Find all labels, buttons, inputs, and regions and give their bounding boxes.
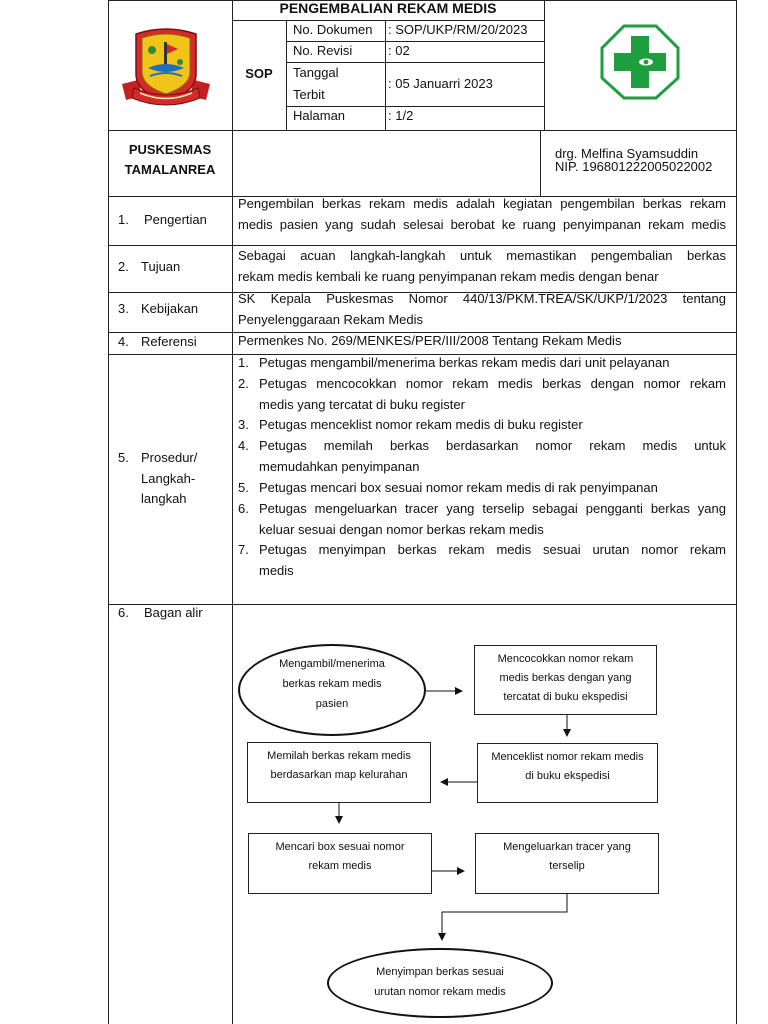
procedure-step: 1. Petugas mengambil/menerima berkas rekam medis dari unit pelayanan (238, 355, 670, 370)
flow-node-mencari-box: Mencari box sesuai nomor rekam medis (248, 833, 432, 894)
procedure-step: 7. Petugas menyimpan berkas rekam medis sesuai urutan nomor rekam medis (238, 542, 726, 578)
flow-node-mencocokkan: Mencocokkan nomor rekam medis berkas dengan yang tercatat di buku ekspedisi (474, 645, 657, 715)
section-label-prosedur-line1: Prosedur/ (141, 450, 198, 465)
section-label-referensi: Referensi (141, 334, 197, 349)
meta-label-tanggal: Tanggal (293, 65, 339, 80)
meta-label-no-dokumen: No. Dokumen (293, 22, 373, 37)
section-label-prosedur-line2: Langkah- (141, 471, 196, 486)
meta-value-no-revisi: : 02 (388, 43, 410, 58)
org-name-line1: PUSKESMAS (128, 142, 212, 157)
flow-node-tracer: Mengeluarkan tracer yang terselip (475, 833, 659, 894)
section-num-referensi: 4. (118, 334, 129, 349)
signatory-name: drg. Melfina Syamsuddin (555, 146, 699, 161)
signatory-nip: NIP. 196801222005022002 (555, 159, 713, 174)
section-label-kebijakan: Kebijakan (141, 301, 199, 316)
section-num-pengertian: 1. (118, 212, 129, 227)
arrow-n6-to-n7 (442, 893, 567, 940)
section-label-prosedur-line3: langkah (141, 491, 187, 506)
section-text-pengertian: Pengembilan berkas rekam medis adalah kegiatan pengembilan berkas rekam medis pasien yang sudah selesai berobat ke ruang penyimpanan rekam medis (238, 196, 726, 232)
meta-value-tanggal-terbit: : 05 Januarri 2023 (388, 76, 493, 91)
section-text-tujuan: Sebagai acuan langkah-langkah untuk memastikan pengembalian berkas rekam medis kembali ke ruang penyimpanan rekam medis dengan benar (238, 248, 726, 284)
flow-node-start: Mengambil/menerima berkas rekam medis pasien (238, 644, 426, 736)
section-label-bagan: Bagan alir (144, 605, 203, 620)
flow-node-menceklist: Menceklist nomor rekam medis di buku ekspedisi (477, 743, 658, 803)
procedure-step: 6. Petugas mengeluarkan tracer yang terselip sebagai pengganti berkas yang keluar sesuai dengan nomor berkas rekam medis (238, 501, 726, 537)
meta-label-terbit: Terbit (293, 87, 325, 102)
flow-node-memilah: Memilah berkas rekam medis berdasarkan map kelurahan (247, 742, 431, 803)
org-name-line2: TAMALANREA (124, 162, 216, 177)
procedure-step: 5. Petugas mencari box sesuai nomor rekam medis di rak penyimpanan (238, 480, 658, 495)
procedure-step: 2. Petugas mencocokkan nomor rekam medis berkas dengan nomor rekam medis yang tercatat di buku register (238, 376, 726, 412)
section-num-prosedur: 5. (118, 450, 129, 465)
meta-value-no-dokumen: : SOP/UKP/RM/20/2023 (388, 22, 528, 37)
procedure-step: 4. Petugas memilah berkas berdasarkan nomor rekam medis untuk memudahkan penyimpanan (238, 438, 726, 474)
meta-label-no-revisi: No. Revisi (293, 43, 353, 58)
meta-label-halaman: Halaman (293, 108, 346, 123)
procedure-step: 3. Petugas menceklist nomor rekam medis di buku register (238, 417, 583, 432)
section-text-referensi: Permenkes No. 269/MENKES/PER/III/2008 Tentang Rekam Medis (238, 333, 622, 348)
sop-label: SOP (245, 66, 273, 81)
section-label-tujuan: Tujuan (141, 259, 181, 274)
section-num-tujuan: 2. (118, 259, 129, 274)
document-title: PENGEMBALIAN REKAM MEDIS (279, 0, 497, 16)
section-text-kebijakan: SK Kepala Puskesmas Nomor 440/13/PKM.TREA/SK/UKP/1/2023 tentang Penyelenggaraan Rekam Medis (238, 291, 726, 327)
section-label-pengertian: Pengertian (144, 212, 207, 227)
flow-node-end: Menyimpan berkas sesuai urutan nomor rekam medis (327, 948, 553, 1018)
meta-value-halaman: : 1/2 (388, 108, 414, 123)
section-num-bagan: 6. (118, 605, 129, 620)
section-num-kebijakan: 3. (118, 301, 129, 316)
